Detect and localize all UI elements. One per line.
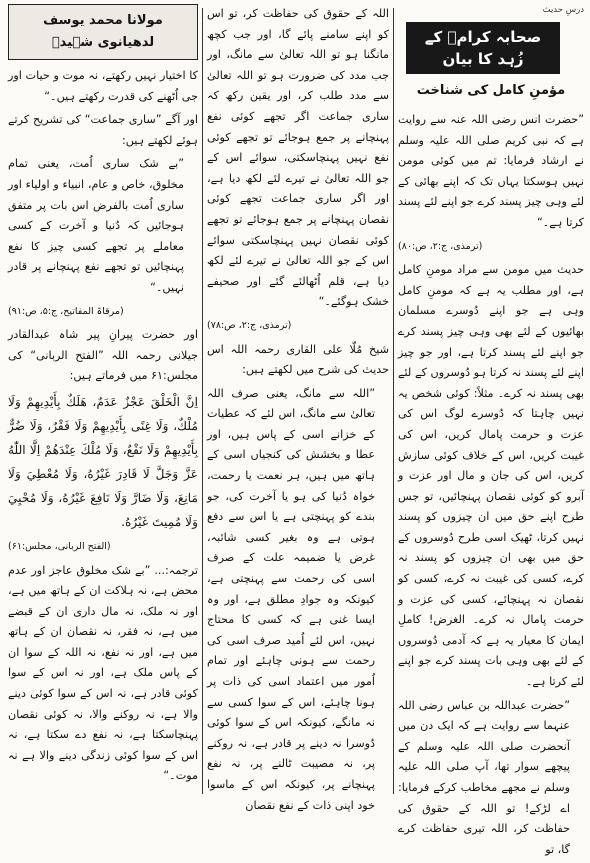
reference: (ترمذی، ج:۲، ص:۷۸) xyxy=(207,319,292,331)
article-subtitle: مؤمنِ کامل کی شناخت xyxy=(416,83,566,98)
translation-paragraph: ترجمہ:... ”بے شک مخلوق عاجز اور عدم محض ہے، نہ ہلاکت ان کے ہاتھ میں ہے، اور نہ ملک، نہ مال داری ان کے قبضے میں ہے، نہ فقر، نہ نقصان ان کے ہاتھ میں ہے، اور نہ نفع، نہ اللہ کے سوا ان کے پاس ملک ہے، اور نہ اس کے سوا کوئی قادر ہے، نہ اس کے سوا کوئی دینے والا ہے، نہ روکنے والا، نہ کوئی نقصان پہنچاسکتا ہے، نہ نفع دے سکتا ہے، نہ اس کے سوا کوئی زندگی دینے والا ہے نہ موت۔“ xyxy=(8,563,198,783)
reference: (مرقاۃ المفاتیح، ج:۵، ص:۹۱) xyxy=(8,305,124,317)
reference: (الفتح الربانی، مجلس:۶۱) xyxy=(8,540,111,552)
middle-column xyxy=(207,4,389,819)
commentary-intro: شیخ مُلّا علی القاری رحمہ اللہ اس حدیث کی شرح میں لکھتے ہیں: xyxy=(207,342,389,377)
column-divider xyxy=(202,8,203,794)
arabic-quote: اِنَّ الْخَلْقَ عَجْزٌ عَدَمٌ، هَلَكٌ بِأَيْدِيهِمْ وَلَا مُلْكٌ، وَلَا غِنًى بِأَيْدِيهِمْ وَلَا فَقْرٌ، وَلَا ضُرٌّ بِأَيْدِيهِمْ وَلَا نَفْعٌ، وَلَا مُلْكَ عِنْدَهُمْ اِلَّا اللّٰهُ عَزَّ وَجَلَّ لَا قَادِرَ غَيْرُهُ، وَلَا مُعْطِيَ وَلَا مَانِعَ، وَلَا ضَارَّ وَلَا نَافِعَ غَيْرُهُ، وَلَا مُحْيِيَ وَلَا مُمِيتَ غَيْرُهُ. xyxy=(8,394,198,529)
commentary-paragraph: ”اللہ سے مانگ، یعنی صرف اللہ تعالیٰ سے مانگ، اس لئے کہ عطیات کے خزانے اسی کے پاس ہیں، اور عطا و بخشش کی کنجیاں اسی کے ہاتھ میں ہیں، ہر نعمت یا رحمت، خواہ دُنیا کی ہو یا آخرت کی، جو بندے کو پہنچتی ہے یا اس سے دفع ہوتی ہے وہ بغیر کسی شائبہ، غرض یا ضمیمہ علت کے صرف اسی کی رحمت سے پہنچتی ہے، کیونکہ وہ جوادِ مطلق ہے، اور وہ ایسا غنی ہے کہ کسی کا محتاج نہیں، اس لئے اُمید صرف اسی کی رحمت سے ہونی چاہئے اور تمام اُمور میں اعتماد اسی کی ذات پر ہونا چاہئے، اس کے سوا کسی سے نہ مانگے، کیونکہ اس کے سوا کوئی دُوسرا نہ دینے پر قادر ہے، نہ روکنے پر، نہ مصیبت ٹالنے پر، نہ نفع پہنچانے پر، کیونکہ اس کے ماسوا خود اپنی ذات کے نفع نقصان xyxy=(207,386,375,812)
reference: (ترمذی، ج:۲، ص:۸۰) xyxy=(398,240,483,252)
commentary-paragraph: اور حضرت پیرانِ پیر شاہ عبدالقادر جیلانی رحمہ اللہ ”الفتح الربانی“ کی مجلس:۶۱ میں فرماتے ہیں: xyxy=(8,328,198,383)
commentary-paragraph: کا اختیار نہیں رکھتے، نہ موت و حیات اور جی اُٹھنے کی قدرت رکھتے ہیں۔“ xyxy=(8,69,198,103)
right-column xyxy=(398,4,584,863)
author-name: مولانا محمد یوسف لدھیانوی شہیدؒ xyxy=(8,4,198,60)
column-divider xyxy=(393,8,394,794)
left-column xyxy=(8,4,198,790)
quote-paragraph: ”بے شک ساری اُمت، یعنی تمام مخلوق، خاص و عام، انبیاء و اولیاء اور ساری اُمت بالفرض اس بات پر متفق ہوجائیں کہ دُنیا و آخرت کے کسی معاملے پر تجھے کسی چیز کا نفع پہنچائیں تو تجھے نفع پہنچانے پر قادر نہیں۔“ xyxy=(8,157,184,294)
commentary-paragraph: اور آگے ”ساری جماعت“ کی تشریح کرتے ہوئے لکھتے ہیں: xyxy=(8,113,198,147)
running-head: درسِ حدیث xyxy=(542,5,584,15)
hadith-paragraph: اللہ کے حقوق کی حفاظت کر، تو اس کو اپنے سامنے پائے گا، اور جب کچھ مانگنا ہو تو اللہ تعالیٰ سے مانگ، اور جب مدد کی ضرورت ہو تو اللہ تعالیٰ سے مدد طلب کر، اور یقین رکھ کہ ساری جماعت اگر تجھے کوئی نفع پہنچانے پر جمع ہوجائے تو تجھے کوئی نفع نہیں پہنچاسکتی، سوائے اس کے جو اللہ تعالیٰ نے تیرے لئے لکھ دیا ہے، اور اگر ساری جماعت تجھے کوئی نقصان پہنچانے پر جمع ہوجائے تو تجھے کوئی نقصان نہیں پہنچاسکتی سوائے اس کے جو اللہ تعالیٰ نے تیرے لئے لکھ دیا ہے، قلم اُٹھالئے گئے اور صحیفے خشک ہوگئے۔“ xyxy=(207,7,389,309)
commentary-paragraph: حدیث میں مومن سے مراد مومنِ کامل ہے، اور مطلب یہ ہے کہ مومنِ کامل وہی ہے جو اپنے دُوسرے مسلمان بھائیوں کے لئے بھی وہی چیز پسند کرے جو اپنے لئے پسند کرتا ہے، اور جو چیز اپنے لئے پسند نہ کرتا ہو دُوسروں کے لئے بھی پسند نہ کرے۔ مثلاً: کوئی شخص یہ نہیں چاہتا کہ دُوسرے لوگ اس کی عزت و حرمت پامال کریں، اس کی غیبت کریں، اس کے خلاف کوئی سازش کریں، اس کی جان و مال اور عزت و آبرو کو کوئی نقصان پہنچائیں، تو جس طرح اپنے حق میں ان چیزوں کو پسند نہیں کرتا، ٹھیک اسی طرح دُوسروں کے حق میں بھی ان چیزوں کو پسند نہ کرے، کسی کی غیبت نہ کرے، کسی کو نقصان نہ پہنچائے، کسی کی عزت و حرمت پامال نہ کرے۔ الغرض! کاملِ ایمان کا معیار یہ ہے کہ آدمی دُوسروں کے لئے بھی وہی بات پسند کرے جو اپنے لئے کرتا ہے۔ xyxy=(398,263,584,689)
hadith-paragraph: ”حضرت انس رضی اللہ عنہ سے روایت ہے کہ نبی کریم صلی اللہ علیہ وسلم نے ارشاد فرمایا: تم میں کوئی مومن نہیں ہوسکتا یہاں تک کہ اپنے بھائی کے لئے وہی چیز پسند کرے جو اپنے لئے پسند کرتا ہے۔“ xyxy=(398,113,584,229)
hadith-paragraph: ”حضرت عبداللہ بن عباس رضی اللہ عنہما سے روایت ہے کہ ایک دن میں آنحضرت صلی اللہ علیہ وسلم کے پیچھے سوار تھا، آپ صلی اللہ علیہ وسلم نے مجھے مخاطب کرکے فرمایا: اے لڑکے! تو اللہ کے حقوق کی حفاظت کر، اللہ تیری حفاظت کرے گا، تو xyxy=(398,698,570,856)
article-title: صحابہ کرامؓ کے زُہد کا بیان xyxy=(406,22,560,74)
